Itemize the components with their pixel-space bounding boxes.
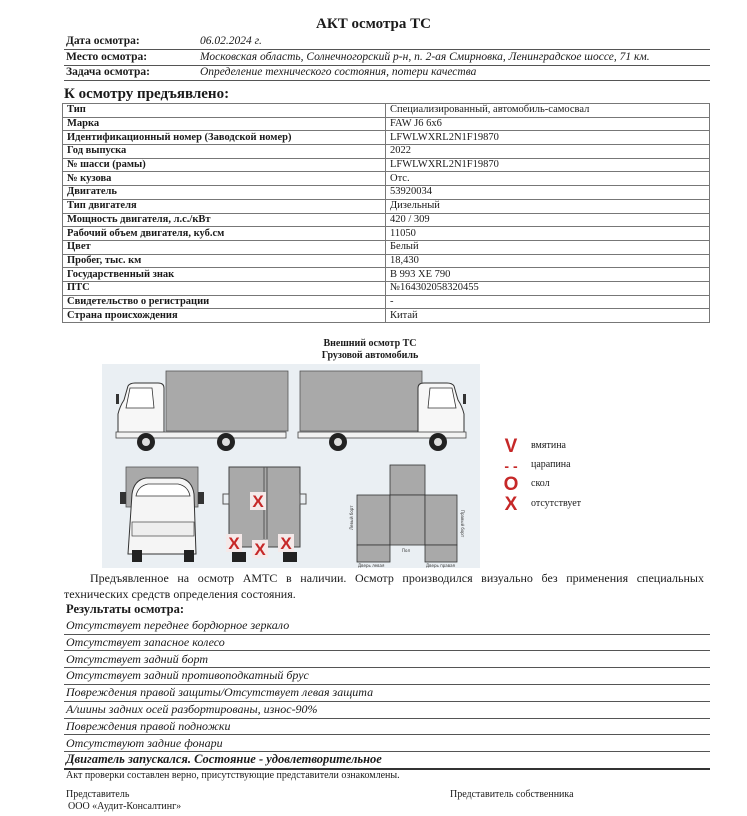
box-label-right-side: Правый борт [460, 510, 465, 538]
spec-value: 11050 [386, 227, 710, 241]
spec-row [63, 254, 710, 268]
inspection-date-label: Дата осмотра: [66, 35, 140, 47]
spec-row [63, 186, 710, 200]
section-title: К осмотру предъявлено: [64, 86, 230, 102]
spec-row [63, 158, 710, 172]
inspection-task-row [64, 65, 710, 80]
result-text: Повреждения правой защиты/Отсутствует левая защита [66, 685, 374, 700]
spec-row [63, 240, 710, 254]
spec-row [63, 213, 710, 227]
spec-value: 2022 [386, 145, 710, 159]
legend-label: скол [531, 478, 550, 489]
result-row [64, 684, 710, 702]
inspection-place-row [64, 50, 710, 65]
spec-key: № шасси (рамы) [63, 158, 386, 172]
spec-value: 420 / 309 [386, 213, 710, 227]
spec-value: 53920034 [386, 186, 710, 200]
spec-row [63, 117, 710, 131]
spec-key: Мощность двигателя, л.с./кВт [63, 213, 386, 227]
box-label-door-left: Дверь левая [358, 563, 385, 568]
spec-value: Китай [386, 309, 710, 323]
vehicle-spec-table [62, 103, 710, 323]
spec-value: Специализированный, автомобиль-самосвал [386, 104, 710, 118]
spec-row [63, 309, 710, 323]
spec-row [63, 295, 710, 309]
spec-key: Цвет [63, 240, 386, 254]
missing-mark-icon: X [280, 534, 292, 553]
spec-value: FAW J6 6x6 [386, 117, 710, 131]
missing-mark-icon: X [252, 492, 264, 511]
spec-value: Дизельный [386, 199, 710, 213]
document-title: АКТ осмотра ТС [316, 16, 431, 32]
spec-key: Рабочий объем двигателя, куб.см [63, 227, 386, 241]
box-label-door-right: Дверь правая [426, 563, 455, 568]
inspection-place-label: Место осмотра: [66, 51, 148, 63]
conclusion-text: Двигатель запускался. Состояние - удовлетворительное [66, 752, 382, 766]
spec-row [63, 199, 710, 213]
box-label-floor: Пол [402, 548, 411, 553]
spec-key: Тип двигателя [63, 199, 386, 213]
result-row [64, 701, 710, 719]
spec-row [63, 281, 710, 295]
inspection-date-value: 06.02.2024 г. [200, 35, 262, 47]
scratch-symbol-icon: - - [504, 458, 518, 474]
result-row [64, 634, 710, 652]
result-row [64, 667, 710, 685]
signature-right-title: Представитель собственника [450, 789, 574, 800]
inspection-date-row [64, 34, 710, 49]
spec-key: Страна происхождения [63, 309, 386, 323]
inspection-task-label: Задача осмотра: [66, 66, 150, 78]
inspection-place-value: Московская область, Солнечногорский р-н, п. 2-ая Смирновка, Ленинградское шоссе, 71 км. [200, 51, 650, 63]
missing-mark-icon: X [254, 540, 266, 559]
spec-row [63, 104, 710, 118]
spec-key: Двигатель [63, 186, 386, 200]
spec-value: В 993 ХЕ 790 [386, 268, 710, 282]
result-text: Отсутствует переднее бордюрное зеркало [66, 618, 290, 632]
spec-key: Идентификационный номер (Заводской номер) [63, 131, 386, 145]
spec-row [63, 227, 710, 241]
result-text: Отсутствует задний противоподкатный брус [66, 668, 309, 683]
spec-key: Год выпуска [63, 145, 386, 159]
result-row [64, 651, 710, 669]
dent-symbol-icon: V [504, 436, 518, 457]
note-text: Акт проверки составлен верно, присутствующие представители ознакомлены. [66, 770, 400, 781]
spec-value: Отс. [386, 172, 710, 186]
spec-key: Марка [63, 117, 386, 131]
spec-value: - [386, 295, 710, 309]
legend-label: царапина [531, 459, 571, 470]
result-text: Отсутствует задний борт [66, 651, 209, 666]
signature-left-company: ООО «Аудит-Консалтинг» [68, 801, 182, 812]
spec-value: №164302058320455 [386, 281, 710, 295]
spec-key: № кузова [63, 172, 386, 186]
box-label-left-side: Левый борт [349, 505, 354, 530]
result-row [64, 617, 710, 635]
spec-row [63, 268, 710, 282]
chip-symbol-icon: O [503, 474, 519, 495]
truck-diagram [102, 364, 480, 568]
spec-row [63, 145, 710, 159]
result-row [64, 735, 710, 753]
inspection-task-value: Определение технического состояния, потери качества [200, 66, 477, 78]
result-text: Повреждения правой подножки [66, 718, 231, 733]
conclusion-row [64, 751, 710, 770]
spec-value: Белый [386, 240, 710, 254]
spec-value: LFWLWXRL2N1F19870 [386, 158, 710, 172]
spec-key: Тип [63, 104, 386, 118]
missing-mark-icon: X [228, 534, 240, 553]
result-text: Отсутствует запасное колесо [66, 634, 225, 649]
result-text: Отсутствуют задние фонари [66, 735, 223, 750]
missing-symbol-icon: X [504, 494, 518, 515]
spec-key: Государственный знак [63, 268, 386, 282]
spec-key: Свидетельство о регистрации [63, 295, 386, 309]
truck-front-view [120, 467, 204, 562]
result-row [64, 718, 710, 736]
spec-value: 18,430 [386, 254, 710, 268]
diagram-title-line1: Внешний осмотр ТС [323, 338, 417, 349]
signature-left-title: Представитель [66, 789, 130, 800]
spec-key: ПТС [63, 281, 386, 295]
spec-value: LFWLWXRL2N1F19870 [386, 131, 710, 145]
legend-label: вмятина [531, 440, 566, 451]
spec-row [63, 172, 710, 186]
result-text: А/шины задних осей разбортированы, износ-90% [66, 702, 318, 716]
results-title: Результаты осмотра: [66, 602, 184, 616]
diagram-title [270, 338, 470, 362]
spec-key: Пробег, тыс. км [63, 254, 386, 268]
legend-label: отсутствует [531, 498, 582, 509]
diagram-title-line2: Грузовой автомобиль [321, 350, 419, 361]
spec-row [63, 131, 710, 145]
inspection-paragraph: Предъявленное на осмотр АМТС в наличии. Осмотр производился визуально без применения специальных технических средств определения состояния. [64, 571, 704, 601]
divider [64, 80, 710, 81]
